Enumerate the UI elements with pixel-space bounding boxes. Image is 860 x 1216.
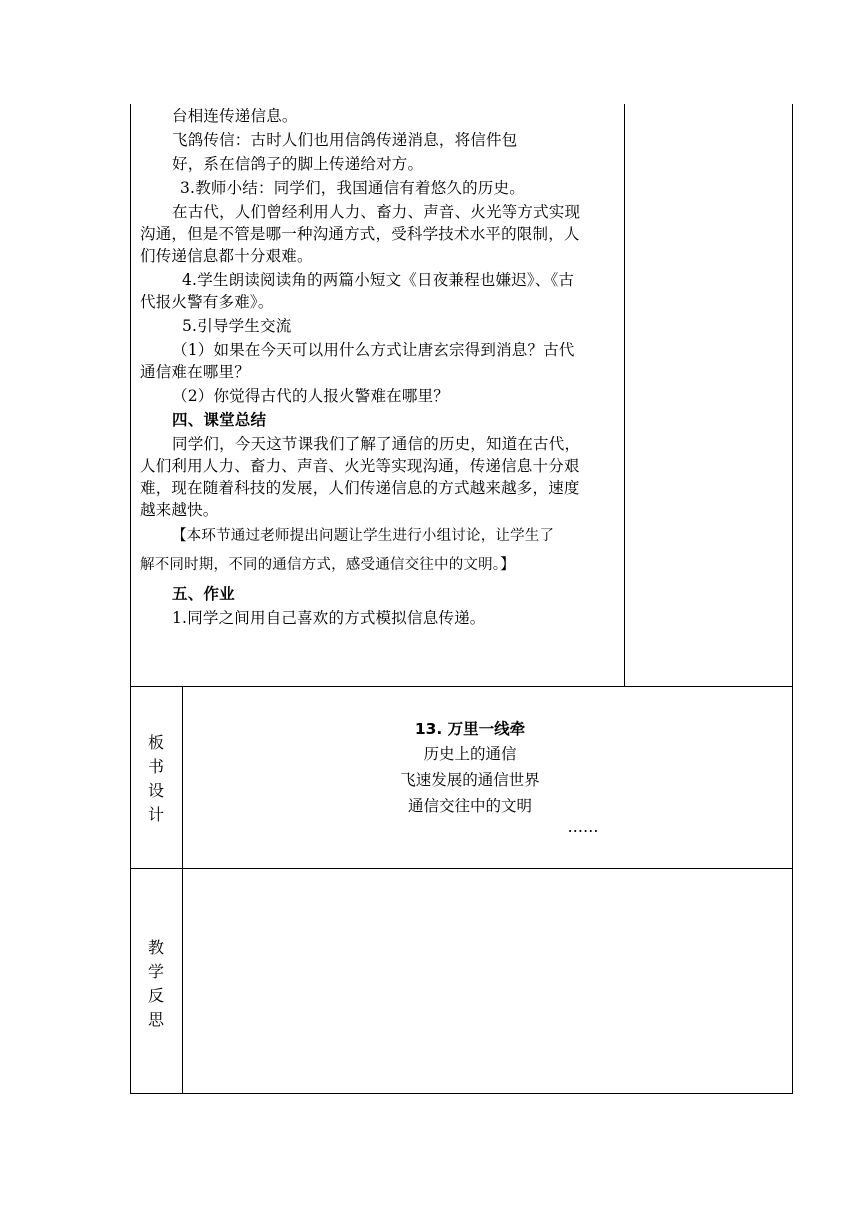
label-char: 书 (147, 757, 164, 776)
body-line: 通信难在哪里？ (140, 363, 250, 381)
body-line: （2）你觉得古代的人报火警难在哪里？ (172, 387, 449, 405)
board-title: 13. 万里一线牵 (414, 720, 526, 738)
board-item: 历史上的通信 (423, 745, 517, 763)
label-char: 计 (147, 805, 164, 824)
row-divider-1 (130, 686, 793, 687)
board-item: 飞速发展的通信世界 (400, 771, 540, 789)
table-bottom-border (130, 1093, 793, 1094)
label-char: 反 (147, 986, 164, 1005)
board-item: 通信交往中的文明 (407, 797, 532, 815)
label-char: 思 (147, 1010, 164, 1029)
body-line: 沟通，但是不管是哪一种沟通方式，受科学技术水平的限制，人 (140, 225, 580, 243)
design-note-line: 解不同时期，不同的通信方式，感受通信交往中的文明。】 (140, 557, 515, 573)
body-line: 4.学生朗读阅读角的两篇小短文《日夜兼程也嫌迟》、《古 (182, 271, 575, 289)
section-heading-homework: 五、作业 (172, 585, 235, 603)
body-line: 飞鸽传信：古时人们也用信鸽传递消息，将信件包 (172, 131, 518, 149)
label-char: 教 (147, 938, 164, 957)
board-design-label (131, 731, 181, 827)
body-line: 5.引导学生交流 (182, 317, 292, 335)
table-right-border (792, 104, 793, 1094)
label-char: 板 (147, 733, 164, 752)
board-ellipsis: …… (567, 818, 599, 836)
body-line: 3.教师小结：同学们，我国通信有着悠久的历史。 (180, 179, 525, 197)
section-heading-summary: 四、课堂总结 (172, 411, 267, 429)
body-line: （1）如果在今天可以用什么方式让唐玄宗得到消息？古代 (172, 341, 575, 359)
body-line: 在古代，人们曾经利用人力、畜力、声音、火光等方式实现 (172, 203, 581, 221)
reflection-label (131, 936, 181, 1032)
body-line: 好，系在信鸽子的脚上传递给对方。 (172, 155, 424, 173)
reflection-content[interactable] (183, 869, 792, 1093)
label-char: 设 (147, 781, 164, 800)
notes-column-divider (624, 104, 625, 686)
design-note-line: 【本环节通过老师提出问题让学生进行小组讨论，让学生了 (172, 528, 555, 544)
label-char: 学 (147, 962, 164, 981)
body-line: 人们利用人力、畜力、声音、火光等实现沟通，传递信息十分艰 (140, 457, 580, 475)
body-line: 1.同学之间用自己喜欢的方式模拟信息传递。 (172, 609, 486, 627)
body-line: 越来越快。 (140, 501, 219, 519)
body-line: 同学们，今天这节课我们了解了通信的历史，知道在古代， (172, 435, 581, 453)
body-line: 难，现在随着科技的发展，人们传递信息的方式越来越多，速度 (140, 479, 580, 497)
body-line: 们传递信息都十分艰难。 (140, 247, 313, 265)
body-line: 代报火警有多难》。 (140, 293, 274, 311)
body-line: 台相连传递信息。 (172, 107, 298, 125)
